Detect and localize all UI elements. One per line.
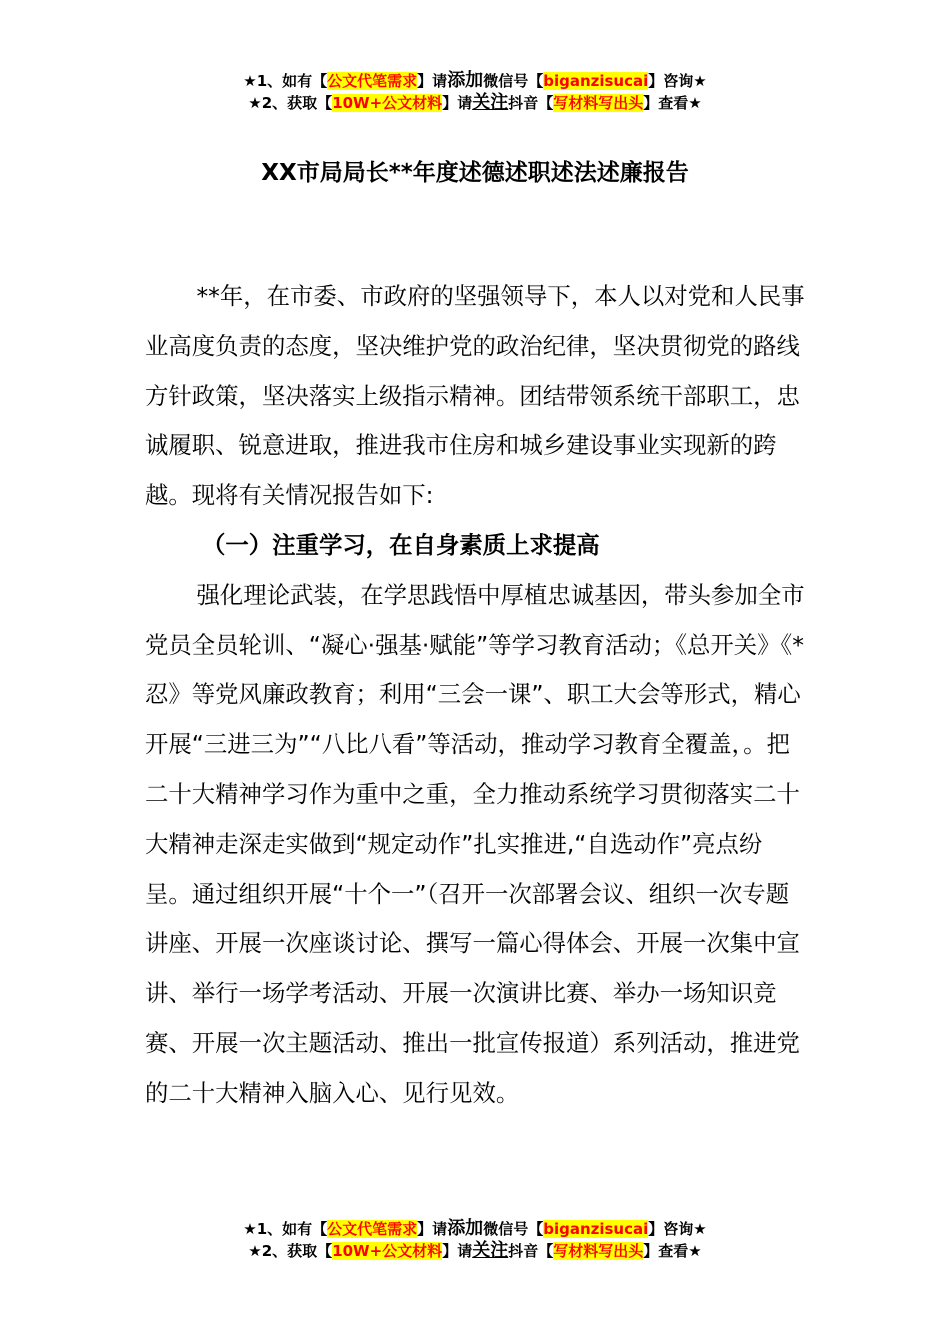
- promo-text: 】咨询★: [648, 72, 707, 90]
- promo-text: 添加: [447, 70, 484, 91]
- promo-text: 微信号【: [483, 1220, 544, 1238]
- promo-highlight: 写材料写出头: [553, 94, 644, 112]
- promo-text: 关注: [472, 1240, 509, 1261]
- promo-highlight: 10W+公文材料: [332, 94, 443, 112]
- promo-text: 】请: [442, 94, 473, 112]
- promo-highlight: 写材料写出头: [553, 1242, 644, 1260]
- promo-highlight: biganzisucai: [543, 1220, 649, 1238]
- promo-highlight: 公文代笔需求: [327, 1220, 418, 1238]
- promo-text: ★2、获取【: [248, 1242, 333, 1260]
- section-paragraph: 强化理论武装，在学思践悟中厚植忠诚基因，带头参加全市党员全员轮训、“凝心·强基·赋能”等学习教育活动；《总开关》《*忍》等党风廉政教育；利用“三会一课”、职工大会等形式，精心开展“三进三为”“八比八看”等活动，推动学习教育全覆盖，。把二十大精神学习作为重中之重，全力推动系统学习贯彻落实二十大精神走深走实做到“规定动作”扎实推进,“自选动作”亮点纷呈。通过组织开展“十个一”（召开一次部署会议、组织一次专题讲座、开展一次座谈讨论、撰写一篇心得体会、开展一次集中宣讲、举行一场学考活动、开展一次演讲比赛、举办一场知识竞赛、开展一次主题活动、推出一批宣传报道）系列活动，推进党的二十大精神入脑入心、见行见效。: [145, 580, 805, 1107]
- promo-line-2: [0, 92, 950, 114]
- promo-text: 添加: [447, 1218, 484, 1239]
- document-body: [145, 272, 805, 1119]
- promo-line-1: [0, 1218, 950, 1240]
- promo-text: 】咨询★: [648, 1220, 707, 1238]
- promo-highlight: 10W+公文材料: [332, 1242, 443, 1260]
- promo-text: ★2、获取【: [248, 94, 333, 112]
- promo-text: 】请: [417, 72, 448, 90]
- promo-text: 关注: [472, 92, 509, 113]
- promo-text: 抖音【: [508, 1242, 554, 1260]
- promo-text: 】请: [442, 1242, 473, 1260]
- promo-text: ★1、如有【: [243, 72, 328, 90]
- promo-line-2: [0, 1240, 950, 1262]
- promo-banner-bottom: [0, 1218, 950, 1262]
- promo-banner-top: [0, 70, 950, 114]
- promo-text: 抖音【: [508, 94, 554, 112]
- section-heading: （一）注重学习，在自身素质上求提高: [202, 530, 600, 559]
- promo-text: ★1、如有【: [243, 1220, 328, 1238]
- intro-paragraph: **年，在市委、市政府的坚强领导下，本人以对党和人民事业高度负责的态度，坚决维护党的政治纪律，坚决贯彻党的路线方针政策，坚决落实上级指示精神。团结带领系统干部职工，忠诚履职、锐意进取，推进我市住房和城乡建设事业实现新的跨越。现将有关情况报告如下:: [145, 282, 805, 510]
- promo-text: 】查看★: [643, 94, 702, 112]
- promo-text: 】请: [417, 1220, 448, 1238]
- promo-highlight: 公文代笔需求: [327, 72, 418, 90]
- promo-text: 微信号【: [483, 72, 544, 90]
- promo-highlight: biganzisucai: [543, 72, 649, 90]
- document-title: XX市局局长**年度述德述职述法述廉报告: [261, 160, 689, 186]
- promo-line-1: [0, 70, 950, 92]
- promo-text: 】查看★: [643, 1242, 702, 1260]
